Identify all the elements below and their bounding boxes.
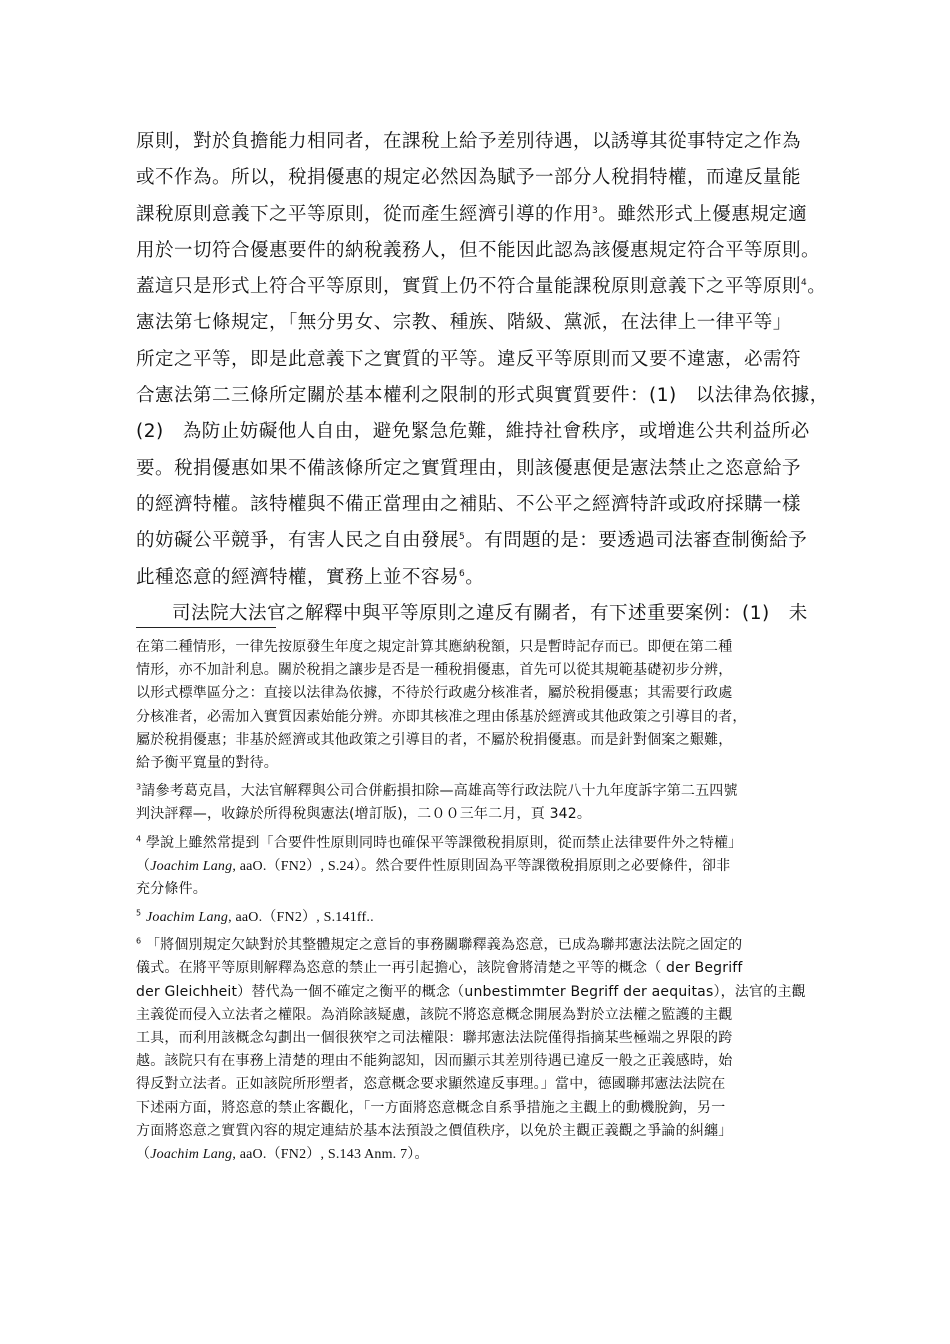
body-text-segment: 。 — [465, 566, 485, 588]
footnote-number: 6 — [136, 936, 142, 946]
body-line: 憲法第七條規定，「無分男女、宗教、種族、階級、黨派，在法律上一律平等」 — [136, 312, 792, 334]
body-text-segment: 。有問題的是：要透過司法審查制衡給予 — [465, 530, 808, 552]
footnote-continuation-line: 給予衡平寬量的對待。 — [136, 754, 278, 771]
author-name: Joachim Lang — [150, 858, 233, 874]
body-text-segment: 課稅原則意義下之平等原則，從而產生經濟引導的作用 — [136, 203, 593, 225]
footnote-4-line: 充分條件。 — [136, 880, 207, 897]
footnote-6-line: 越。該院只有在事務上清楚的理由不能夠認知，因而顯示其差別待遇已違反一般之正義感時，始 — [136, 1053, 733, 1070]
author-name: Joachim Lang — [145, 910, 229, 926]
footnote-4 — [136, 832, 826, 855]
body-line: 的經濟特權。該特權與不備正當理由之補貼、不公平之經濟特許或政府採購一樣 — [136, 493, 802, 515]
footnote-ref-5[interactable]: 5 — [459, 532, 466, 543]
footnote-3 — [136, 780, 826, 803]
footnote-6-line: 得反對立法者。正如該院所形塑者，恣意概念要求顯然違反事理。」當中，德國聯邦憲法法院在 — [136, 1076, 726, 1093]
body-line: 所定之平等，即是此意義下之實質的平等。違反平等原則而又要不違憲，必需符 — [136, 348, 802, 370]
body-line: 合憲法第二三條所定關於基本權利之限制的形式與實質要件：(1) 以法律為依據， — [136, 385, 829, 407]
footnote-continuation-line: 以形式標準區分之：直接以法律為依據，不待於行政處分核准者，屬於稅捐優惠；其需要行政處 — [136, 685, 733, 702]
footnote-continuation-line: 在第二種情形，一律先按原發生年度之規定計算其應納稅額，只是暫時記存而已。即便在第二種 — [136, 639, 733, 655]
body-line: 用於一切符合優惠要件的納稅義務人，但不能因此認為該優惠規定符合平等原則。 — [136, 239, 821, 261]
body-line — [136, 523, 826, 559]
footnote-4-line: （Joachim Lang, aaO.（FN2）, S.24）。然合要件性原則固為平等課徵稅捐原則之必要條件，卻非 — [136, 857, 731, 874]
body-text-segment: 。雖然形式上優惠規定適 — [598, 203, 808, 225]
footnote-ref-4[interactable]: 4 — [801, 278, 808, 289]
footnote-continuation-line: 分核准者，必需加入實質因素始能分辨。亦即其核准之理由係基於經濟或其他政策之引導目的者， — [136, 708, 747, 725]
footnote-6-line: （Joachim Lang, aaO.（FN2）, S.143 Anm. 7）。 — [136, 1145, 429, 1162]
author-name: Joachim Lang — [150, 1146, 233, 1162]
footnote-number: 3 — [136, 782, 142, 792]
body-line — [136, 560, 826, 596]
footnote-5: $^5$ Joachim Lang, aaO.（FN2）, S.141ff.. — [136, 908, 374, 926]
body-line: 或不作為。所以，稅捐優惠的規定必然因為賦予一部分人稅捐特權，而違反量能 — [136, 167, 802, 189]
footnote-continuation-line: 情形，亦不加計利息。關於稅捐之讓步是否是一種稅捐優惠，首先可以從其規範基礎初步分辨， — [136, 662, 733, 679]
body-line: 司法院大法官之解釋中與平等原則之違反有關者，有下述重要案例：(1) 未 — [172, 602, 808, 624]
body-line: 原則，對於負擔能力相同者，在課稅上給予差別待遇，以誘導其從事特定之作為 — [136, 131, 802, 152]
footnote-number: 5 — [136, 908, 142, 918]
footnote-6-line: 方面將恣意之實質內容的規定連結於基本法預設之價值秩序，以免於主觀正義觀之爭論的糾纏」 — [136, 1122, 733, 1139]
footnote-number: 4 — [136, 833, 142, 843]
footnote-6-line: 主義從而侵入立法者之權限。為消除該疑慮，該院不將恣意概念開展為對於立法權之監護的主觀 — [136, 1006, 733, 1023]
footnote-continuation-line: 屬於稅捐優惠；非基於經濟或其他政策之引導目的者，不屬於稅捐優惠。而是針對個案之艱難， — [136, 731, 733, 748]
footnote-6 — [136, 934, 826, 957]
footnote-3-line: 判決評釋—，收錄於所得稅與憲法(增訂版)，二００三年二月，頁 342。 — [136, 806, 592, 823]
body-line: 要。稅捐優惠如果不備該條所定之實質理由，則該優惠便是憲法禁止之恣意給予 — [136, 457, 802, 479]
body-line — [136, 197, 826, 233]
body-text-segment: 的妨礙公平競爭，有害人民之自由發展 — [136, 530, 460, 552]
footnote-6-line: 工具，而利用該概念勾劃出一個很狹窄之司法權限：聯邦憲法法院僅得指摘某些極端之界限的跨 — [136, 1030, 733, 1046]
footnotes-section — [136, 636, 826, 1166]
body-text-segment: 蓋這只是形式上符合平等原則，實質上仍不符合量能課稅原則意義下之平等原則 — [136, 276, 802, 298]
footnote-separator — [136, 627, 276, 628]
footnote-text: 「將個別規定欠缺對於其整體規定之意旨的事務關聯釋義為恣意，已成為聯邦憲法法院之固定的 — [141, 937, 743, 954]
main-body-text — [136, 124, 829, 632]
footnote-ref-6[interactable]: 6 — [459, 568, 466, 579]
footnote-ref-3[interactable]: 3 — [592, 205, 599, 216]
footnote-text: 請參考葛克昌，大法官解釋與公司合併虧損扣除—高雄高等行政法院八十九年度訴字第二五四號 — [141, 783, 738, 800]
footnote-text: 學說上雖然常提到「合要件性原則同時也確保平等課徵稅捐原則，從而禁止法律要件外之特權」 — [141, 834, 743, 851]
footnote-6-line: 儀式。在將平等原則解釋為恣意的禁止一再引起擔心，該院會將清楚之平等的概念（ der Begriff — [136, 960, 743, 977]
body-text-segment: 此種恣意的經濟特權，實務上並不容易 — [136, 566, 460, 588]
footnote-6-line: 下述兩方面，將恣意的禁止客觀化，「一方面將恣意概念自系爭措施之主觀上的動機脫鉤，另一 — [136, 1099, 726, 1116]
body-line: 蓋這只是形式上符合平等原則，實質上仍不符合量能課稅原則意義下之平等原則$^4$。 — [136, 276, 827, 298]
body-line: (2) 為防止妨礙他人自由，避免緊急危難，維持社會秩序，或增進公共利益所必 — [136, 421, 810, 443]
footnote-6-line: der Gleichheit）替代為一個不確定之衡平的概念（unbestimmter Begriff der aequitas），法官的主觀 — [136, 983, 806, 1000]
